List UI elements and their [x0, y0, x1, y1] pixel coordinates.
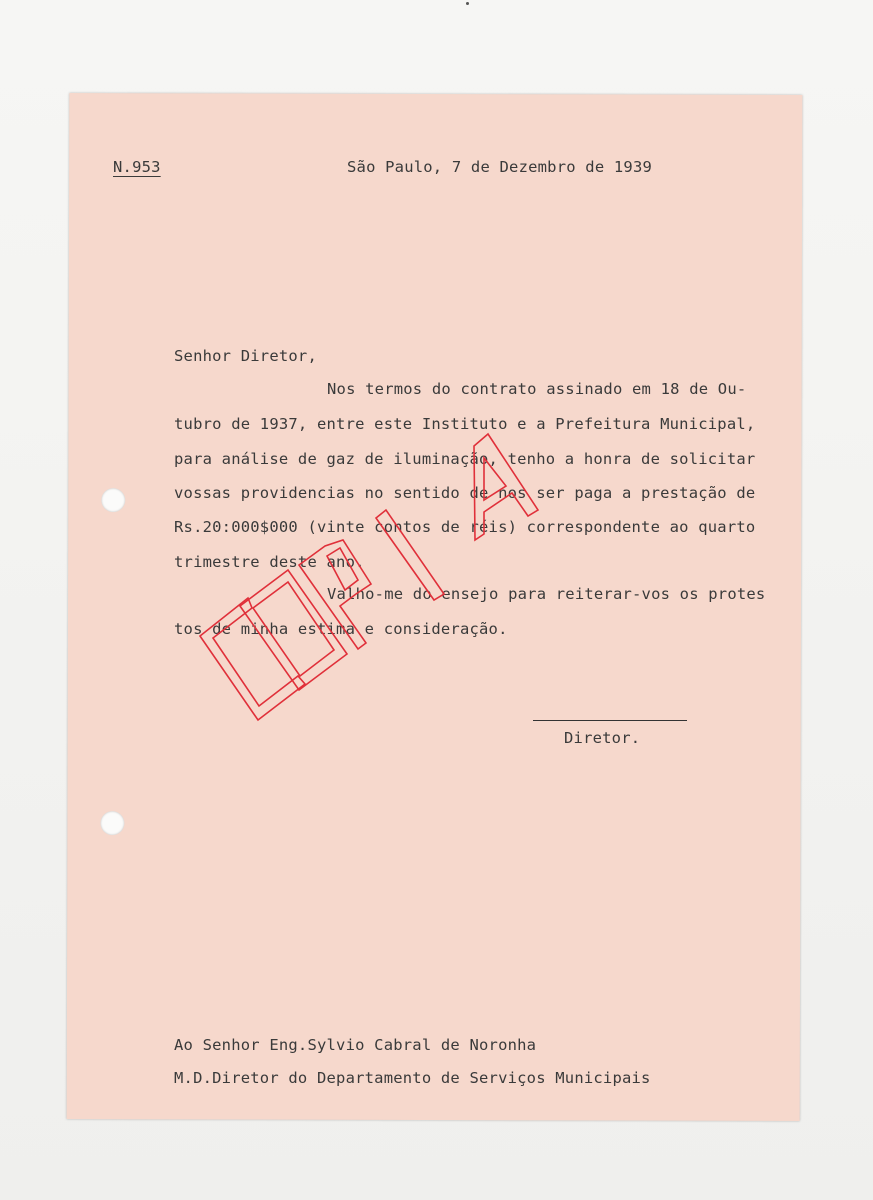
body-line: para análise de gaz de iluminação, tenho a honra de solicitar	[174, 450, 756, 468]
body-line: Nos termos do contrato assinado em 18 de Ou-	[327, 380, 747, 398]
signature-title: Diretor.	[564, 729, 641, 747]
body-line: tubro de 1937, entre este Instituto e a Prefeitura Municipal,	[174, 415, 756, 433]
place-date: São Paulo, 7 de Dezembro de 1939	[347, 158, 653, 176]
body-line: vossas providencias no sentido de nos ser paga a prestação de	[174, 484, 756, 502]
body-line: Valho-me do ensejo para reiterar-vos os protes	[327, 585, 766, 603]
punch-hole-bottom	[100, 811, 124, 835]
punch-hole-top	[101, 488, 125, 512]
letter-page	[67, 93, 803, 1121]
body-line: Rs.20:000$000 (vinte contos de réis) correspondente ao quarto	[174, 518, 756, 536]
letter-number: N.953	[113, 158, 161, 176]
body-line: trimestre deste ano.	[174, 553, 365, 571]
scan-speck	[466, 2, 469, 5]
signature-line	[533, 720, 687, 721]
body-line: tos de minha estima e consideração.	[174, 620, 508, 638]
addressee-name: Ao Senhor Eng.Sylvio Cabral de Noronha	[174, 1036, 537, 1054]
salutation: Senhor Diretor,	[174, 347, 317, 365]
addressee-title: M.D.Diretor do Departamento de Serviços Municipais	[174, 1069, 651, 1087]
